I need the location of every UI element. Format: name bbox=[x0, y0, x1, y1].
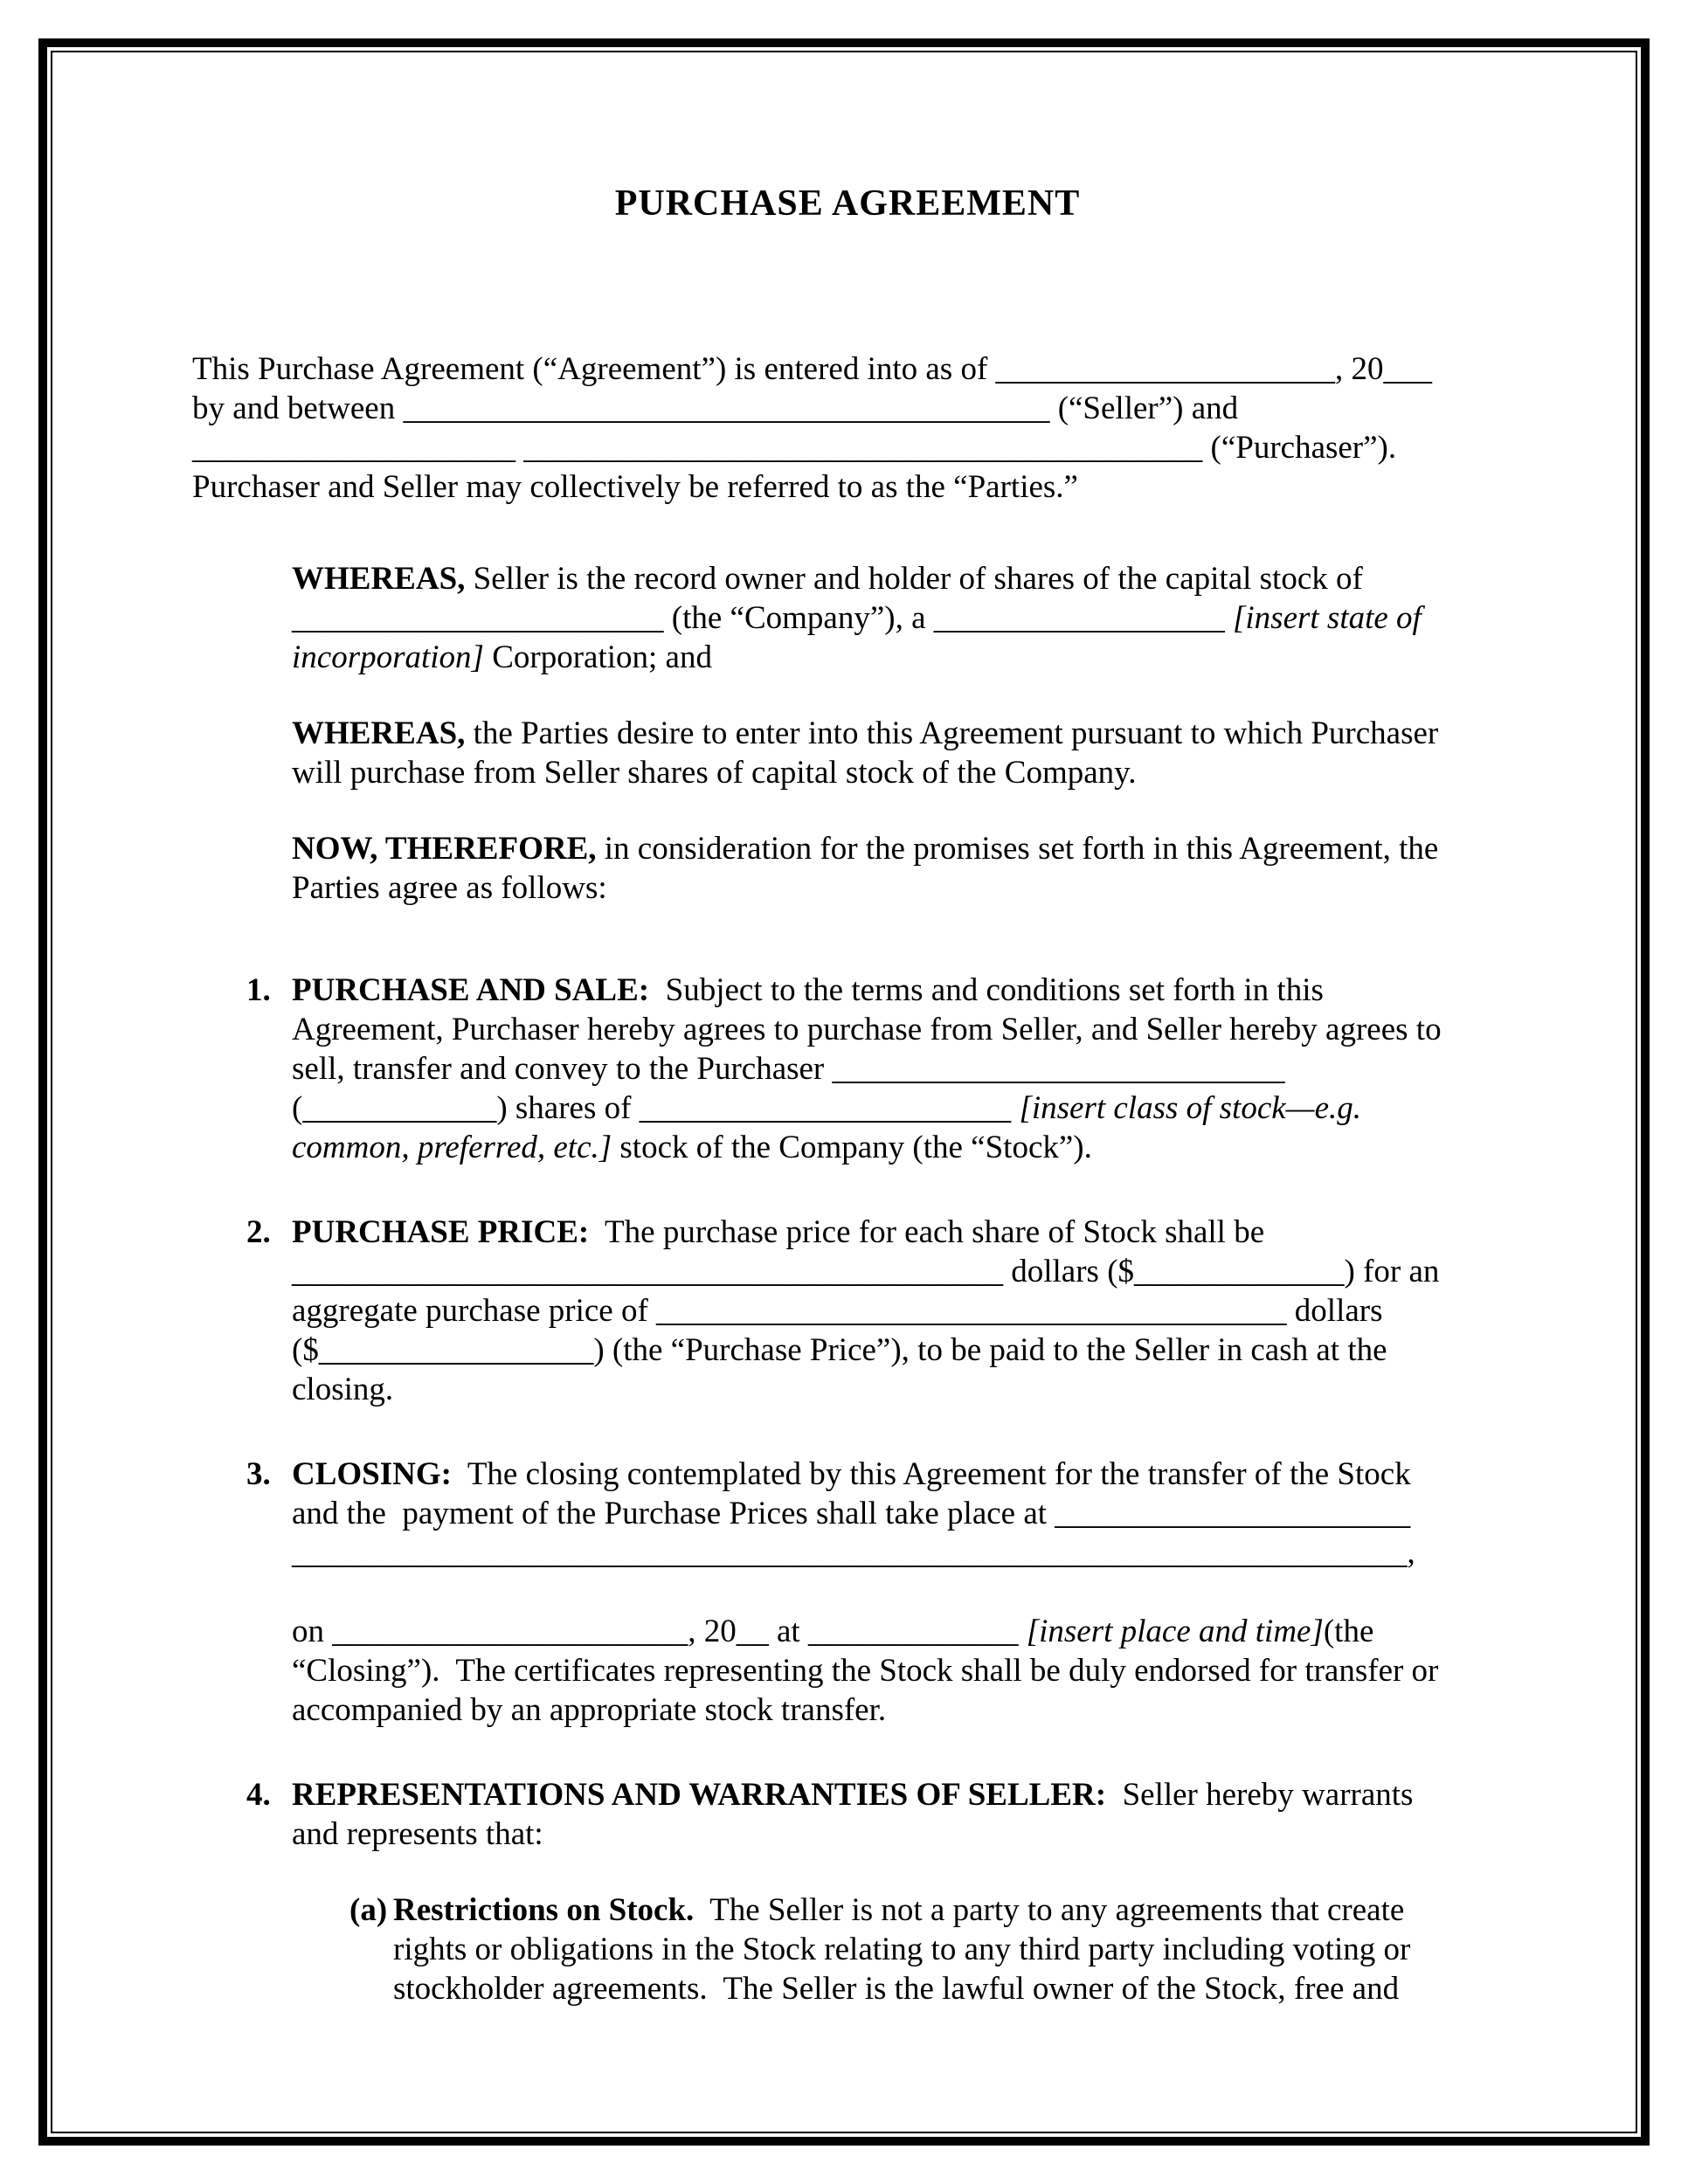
section-closing-text-run: “Closing”). The certificates representing the Stock shall be duly endorsed for transfer or bbox=[292, 1653, 1439, 1689]
document-body bbox=[192, 349, 1503, 2008]
recital-ownership-text-run: Corporation; and bbox=[483, 639, 712, 675]
recital-ownership bbox=[292, 559, 1503, 677]
recital-purpose-text-run: the Parties desire to enter into this Agreement pursuant to which Purchaser bbox=[465, 715, 1439, 751]
recital-ownership-text-run: [insert state of bbox=[1233, 600, 1422, 636]
intro-paragraph-text-run: This Purchase Agreement (“Agreement”) is entered into as of _____________________, 20___ bbox=[192, 351, 1433, 387]
section-closing-text-run: [insert place and time] bbox=[1026, 1614, 1324, 1649]
section-purchase-price-text-run: The purchase price for each share of Stock shall be bbox=[589, 1214, 1265, 1250]
now-therefore bbox=[292, 829, 1503, 908]
subsection-restrictions-on-stock-text-run: Restrictions on Stock. bbox=[393, 1892, 695, 1928]
subsection-restrictions-on-stock-text-run: The Seller is not a party to any agreements that create bbox=[694, 1892, 1405, 1928]
subsection-restrictions-on-stock-text-run: stockholder agreements. The Seller is the lawful owner of the Stock, free and bbox=[393, 1971, 1400, 2007]
now-therefore-text-run: NOW, THEREFORE, bbox=[292, 831, 597, 867]
section-closing bbox=[192, 1455, 1503, 1730]
recital-ownership-text-run: _______________________ (the “Company”), a __________________ bbox=[292, 600, 1233, 636]
recital-purpose-text-run: WHEREAS, bbox=[292, 715, 466, 751]
now-therefore-text-run: Parties agree as follows: bbox=[292, 870, 607, 906]
section-purchase-price-text-run: ($_________________) (the “Purchase Price”), to be paid to the Seller in cash at the bbox=[292, 1332, 1387, 1368]
recital-purpose bbox=[292, 714, 1503, 792]
recital-ownership-text-run: Seller is the record owner and holder of shares of the capital stock of bbox=[465, 561, 1363, 597]
intro-paragraph-text-run: by and between ________________________________________ (“Seller”) and bbox=[192, 390, 1239, 426]
section-purchase-price-text-run: ____________________________________________ dollars ($_____________) for an bbox=[292, 1254, 1440, 1289]
section-representations-warranties bbox=[192, 1775, 1503, 1854]
section-representations-warranties-number: 4. bbox=[246, 1777, 271, 1813]
subsection-restrictions-on-stock bbox=[192, 1890, 1503, 2008]
section-purchase-price-text-run: closing. bbox=[292, 1372, 394, 1407]
section-closing-number: 3. bbox=[246, 1456, 271, 1492]
section-representations-warranties-text-run: REPRESENTATIONS AND WARRANTIES OF SELLER: bbox=[292, 1777, 1107, 1813]
section-closing-text-run: accompanied by an appropriate stock transfer. bbox=[292, 1692, 887, 1728]
section-purchase-and-sale-text-run: [insert class of stock—e.g. bbox=[1019, 1090, 1361, 1126]
recital-purpose-text-run: will purchase from Seller shares of capital stock of the Company. bbox=[292, 755, 1137, 791]
section-purchase-and-sale-text-run: PURCHASE AND SALE: bbox=[292, 972, 650, 1008]
section-closing-text-run: _____________________________________________________________________, bbox=[292, 1535, 1415, 1571]
subsection-restrictions-on-stock-text-run: rights or obligations in the Stock relating to any third party including voting or bbox=[393, 1932, 1411, 1967]
section-purchase-price-number: 2. bbox=[246, 1214, 271, 1250]
section-purchase-and-sale bbox=[192, 971, 1503, 1167]
section-closing-text-run: and the payment of the Purchase Prices shall take place at ______________________ bbox=[292, 1496, 1411, 1531]
intro-paragraph-text-run: ____________________ __________________________________________ (“Purchaser”). bbox=[192, 430, 1397, 466]
section-representations-warranties-text-run: Seller hereby warrants bbox=[1106, 1777, 1414, 1813]
section-closing-text-run: (the bbox=[1323, 1614, 1374, 1649]
section-purchase-price bbox=[192, 1213, 1503, 1409]
section-purchase-and-sale-number: 1. bbox=[246, 972, 271, 1008]
intro-paragraph bbox=[192, 349, 1503, 507]
section-closing-text-run: The closing contemplated by this Agreement for the transfer of the Stock bbox=[451, 1456, 1411, 1492]
section-closing-text-run: on ______________________, 20__ at _____________ bbox=[292, 1614, 1027, 1649]
recital-ownership-text-run: WHEREAS, bbox=[292, 561, 466, 597]
now-therefore-text-run: in consideration for the promises set forth in this Agreement, the bbox=[596, 831, 1439, 867]
subsection-restrictions-on-stock-number: (a) bbox=[349, 1892, 388, 1928]
section-purchase-and-sale-text-run: (____________) shares of _______________________ bbox=[292, 1090, 1020, 1126]
document-title: PURCHASE AGREEMENT bbox=[614, 183, 1081, 224]
section-purchase-and-sale-text-run: Agreement, Purchaser hereby agrees to purchase from Seller, and Seller hereby agrees to bbox=[292, 1012, 1442, 1047]
section-closing-text-run: CLOSING: bbox=[292, 1456, 452, 1492]
section-purchase-price-text-run: PURCHASE PRICE: bbox=[292, 1214, 590, 1250]
section-purchase-and-sale-text-run: sell, transfer and convey to the Purchaser ____________________________ bbox=[292, 1051, 1285, 1087]
document-content bbox=[192, 0, 1503, 2008]
section-purchase-price-text-run: aggregate purchase price of _______________________________________ dollars bbox=[292, 1293, 1383, 1329]
recital-ownership-text-run: incorporation] bbox=[292, 639, 484, 675]
section-representations-warranties-text-run: and represents that: bbox=[292, 1816, 543, 1852]
section-purchase-and-sale-text-run: stock of the Company (the “Stock”). bbox=[612, 1130, 1092, 1165]
section-purchase-and-sale-text-run: Subject to the terms and conditions set forth in this bbox=[649, 972, 1324, 1008]
section-purchase-and-sale-text-run: common, preferred, etc.] bbox=[292, 1130, 612, 1165]
intro-paragraph-text-run: Purchaser and Seller may collectively be referred to as the “Parties.” bbox=[192, 469, 1078, 505]
